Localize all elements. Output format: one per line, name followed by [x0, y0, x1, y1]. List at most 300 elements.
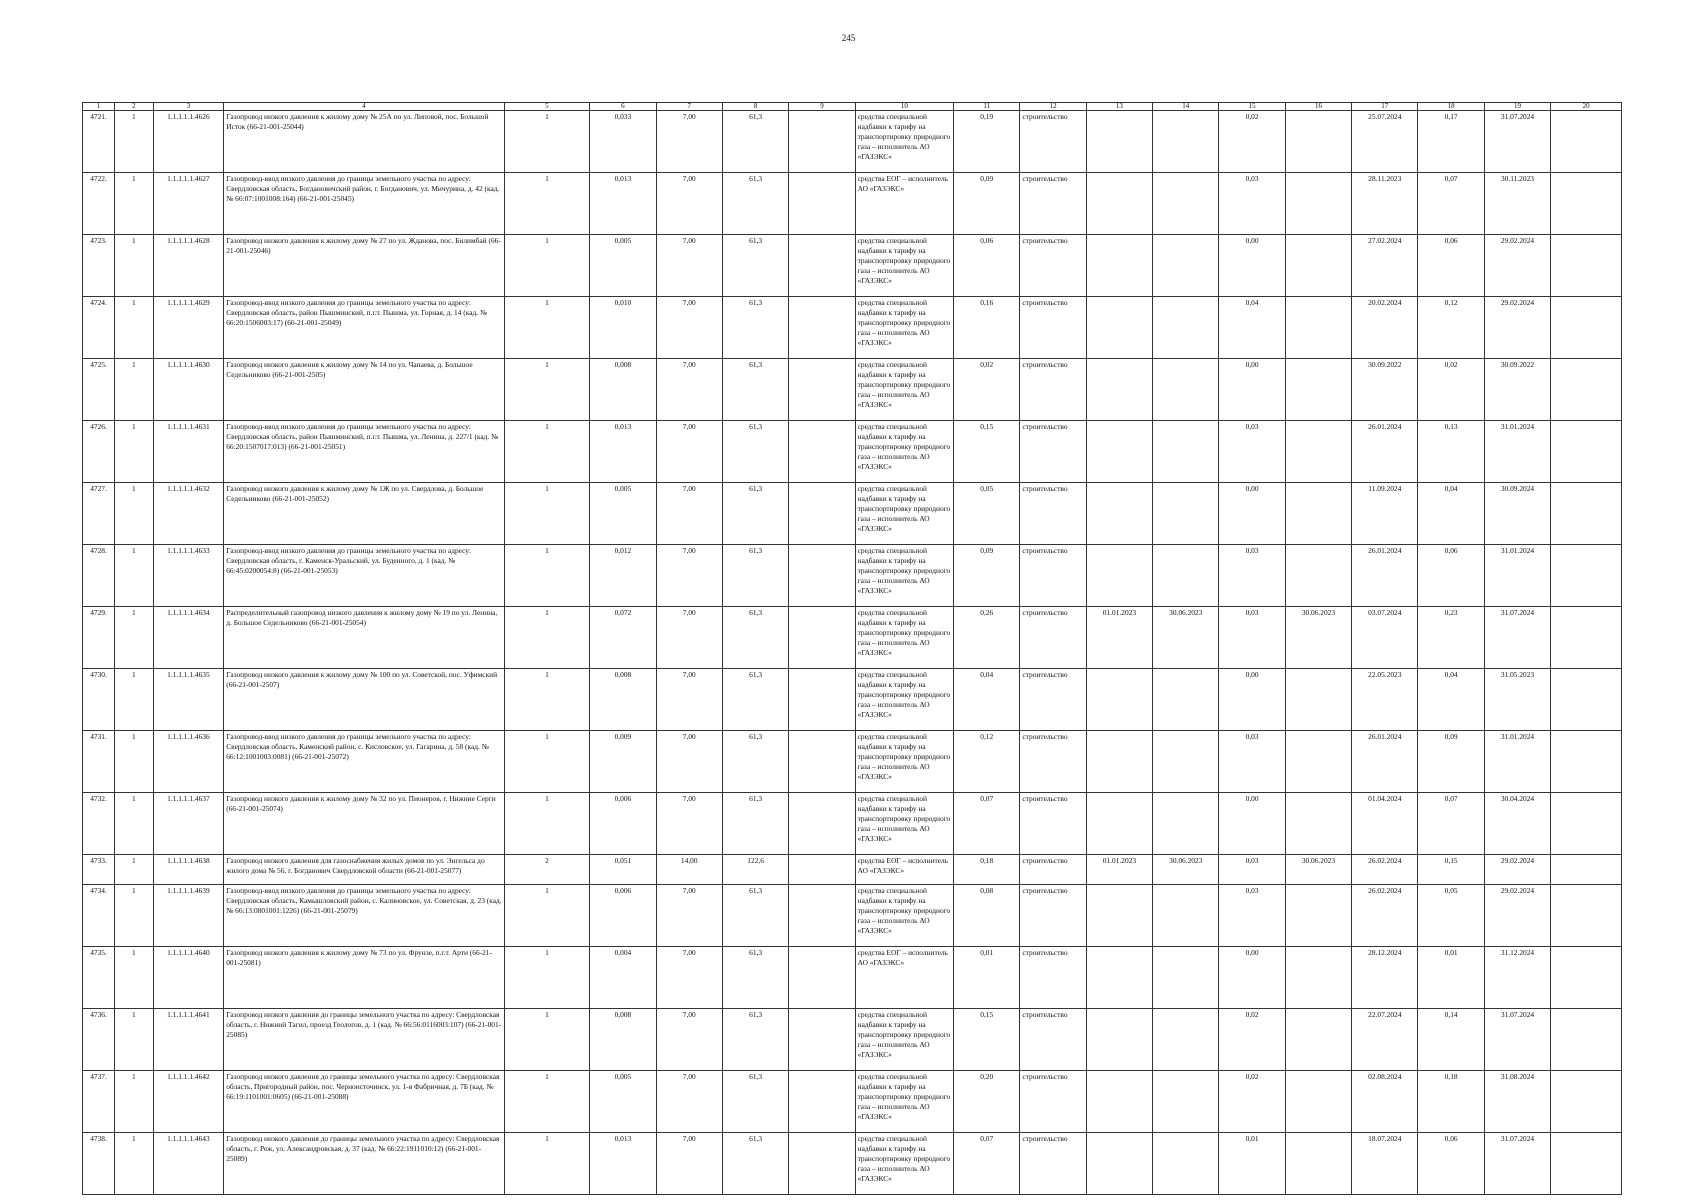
cell-funding-source: средства специальной надбавки к тарифу на транспортировку природного газа – исполнитель АО «ГАЗЭКС» [855, 607, 953, 669]
cell-date-16 [1285, 545, 1351, 607]
cell-funding-source: средства специальной надбавки к тарифу на транспортировку природного газа – исполнитель АО «ГАЗЭКС» [855, 885, 953, 947]
cell-cost-value: 0,07 [954, 793, 1020, 855]
cell-length-value: 0,051 [590, 855, 656, 885]
column-header-12: 12 [1020, 103, 1086, 111]
cell-value-9 [789, 855, 855, 885]
column-number-header-row [83, 103, 1622, 111]
cell-group-code: 1 [115, 235, 154, 297]
cell-funding-source: средства специальной надбавки к тарифу на транспортировку природного газа – исполнитель АО «ГАЗЭКС» [855, 1071, 953, 1133]
cell-date-16 [1285, 1009, 1351, 1071]
cell-group-code: 1 [115, 885, 154, 947]
cell-date-17: 01.04.2024 [1352, 793, 1418, 855]
cell-value-9 [789, 885, 855, 947]
cell-date-17: 03.07.2024 [1352, 607, 1418, 669]
cell-value-18: 0,02 [1418, 359, 1484, 421]
cell-length-value: 0,010 [590, 297, 656, 359]
cell-work-type: строительство [1020, 235, 1086, 297]
cell-cost-value: 0,06 [954, 235, 1020, 297]
cell-date-16 [1285, 885, 1351, 947]
cell-value-18: 0,01 [1418, 947, 1484, 1009]
cell-row-number: 4726. [83, 421, 115, 483]
cell-project-code: 1.1.1.1.1.4637 [153, 793, 224, 855]
cell-project-name: Газопровод низкого давления до границы земельного участка по адресу: Свердловская область, г. Реж, ул. Александровская, д. 37 (кад. № 66:22:1911010:12) (66-21-001-25089) [224, 1133, 504, 1195]
cell-value-20 [1551, 297, 1622, 359]
table-row [83, 173, 1622, 235]
cell-project-code: 1.1.1.1.1.4628 [153, 235, 224, 297]
cell-value-7: 7,00 [656, 947, 722, 1009]
cell-row-number: 4723. [83, 235, 115, 297]
cell-project-name: Газопровод низкого давления к жилому дому № 100 по ул. Советской, пос. Уфимский (66-21-001-2507) [224, 669, 504, 731]
cell-date-19: 29.02.2024 [1484, 297, 1550, 359]
cell-quantity: 1 [504, 235, 590, 297]
cell-length-value: 0,072 [590, 607, 656, 669]
cell-value-7: 7,00 [656, 421, 722, 483]
cell-end-date [1153, 1071, 1219, 1133]
cell-value-20 [1551, 359, 1622, 421]
cell-row-number: 4735. [83, 947, 115, 1009]
cell-length-value: 0,009 [590, 731, 656, 793]
table-row [83, 1133, 1622, 1195]
cell-length-value: 0,005 [590, 483, 656, 545]
cell-date-17: 28.11.2023 [1352, 173, 1418, 235]
cell-value-7: 7,00 [656, 731, 722, 793]
cell-value-15: 0,00 [1219, 235, 1285, 297]
cell-value-7: 7,00 [656, 235, 722, 297]
cell-start-date [1086, 545, 1152, 607]
cell-date-17: 11.09.2024 [1352, 483, 1418, 545]
cell-value-8: 61,3 [722, 1133, 788, 1195]
cell-value-15: 0,03 [1219, 545, 1285, 607]
cell-end-date: 30.06.2023 [1153, 855, 1219, 885]
cell-date-17: 20.02.2024 [1352, 297, 1418, 359]
cell-value-9 [789, 297, 855, 359]
cell-end-date [1153, 731, 1219, 793]
cell-date-17: 22.05.2023 [1352, 669, 1418, 731]
table-row [83, 793, 1622, 855]
cell-start-date [1086, 359, 1152, 421]
cell-funding-source: средства специальной надбавки к тарифу на транспортировку природного газа – исполнитель АО «ГАЗЭКС» [855, 731, 953, 793]
cell-value-18: 0,04 [1418, 669, 1484, 731]
table-row [83, 421, 1622, 483]
cell-project-code: 1.1.1.1.1.4639 [153, 885, 224, 947]
cell-work-type: строительство [1020, 1133, 1086, 1195]
cell-value-15: 0,03 [1219, 885, 1285, 947]
cell-value-18: 0,13 [1418, 421, 1484, 483]
cell-quantity: 1 [504, 1009, 590, 1071]
table-row [83, 545, 1622, 607]
cell-project-name: Газопровод низкого давления для газоснабжения жилых домов по ул. Энгельса до жилого дома № 56, г. Богданович Свердловской области (66-21-001-25077) [224, 855, 504, 885]
cell-row-number: 4734. [83, 885, 115, 947]
cell-funding-source: средства специальной надбавки к тарифу на транспортировку природного газа – исполнитель АО «ГАЗЭКС» [855, 545, 953, 607]
cell-value-15: 0,02 [1219, 111, 1285, 173]
cell-funding-source: средства специальной надбавки к тарифу на транспортировку природного газа – исполнитель АО «ГАЗЭКС» [855, 793, 953, 855]
cell-group-code: 1 [115, 483, 154, 545]
cell-group-code: 1 [115, 793, 154, 855]
cell-row-number: 4738. [83, 1133, 115, 1195]
cell-cost-value: 0,02 [954, 359, 1020, 421]
cell-length-value: 0,006 [590, 885, 656, 947]
cell-project-code: 1.1.1.1.1.4631 [153, 421, 224, 483]
cell-quantity: 1 [504, 1133, 590, 1195]
cell-cost-value: 0,08 [954, 885, 1020, 947]
table-row [83, 855, 1622, 885]
cell-length-value: 0,008 [590, 359, 656, 421]
cell-project-code: 1.1.1.1.1.4629 [153, 297, 224, 359]
cell-end-date: 30.06.2023 [1153, 607, 1219, 669]
cell-value-18: 0,14 [1418, 1009, 1484, 1071]
column-header-4: 4 [224, 103, 504, 111]
cell-project-code: 1.1.1.1.1.4630 [153, 359, 224, 421]
cell-group-code: 1 [115, 545, 154, 607]
cell-group-code: 1 [115, 1009, 154, 1071]
column-header-3: 3 [153, 103, 224, 111]
cell-work-type: строительство [1020, 359, 1086, 421]
cell-value-15: 0,02 [1219, 1071, 1285, 1133]
cell-quantity: 1 [504, 793, 590, 855]
table-row [83, 235, 1622, 297]
cell-value-15: 0,03 [1219, 173, 1285, 235]
cell-value-18: 0,12 [1418, 297, 1484, 359]
cell-value-15: 0,03 [1219, 731, 1285, 793]
cell-value-9 [789, 545, 855, 607]
table-row [83, 297, 1622, 359]
cell-value-15: 0,03 [1219, 855, 1285, 885]
cell-row-number: 4731. [83, 731, 115, 793]
cell-cost-value: 0,09 [954, 173, 1020, 235]
cell-quantity: 1 [504, 669, 590, 731]
cell-value-18: 0,23 [1418, 607, 1484, 669]
cell-value-8: 61,3 [722, 235, 788, 297]
cell-length-value: 0,033 [590, 111, 656, 173]
cell-project-name: Газопровод низкого давления к жилому дому № 73 по ул. Фрунзе, п.г.т. Арти (66-21-001-25081) [224, 947, 504, 1009]
cell-work-type: строительство [1020, 855, 1086, 885]
cell-project-name: Распределительный газопровод низкого давления к жилому дому № 19 по ул. Ленина, д. Большое Седельниково (66-21-001-25054) [224, 607, 504, 669]
cell-value-9 [789, 1071, 855, 1133]
cell-project-code: 1.1.1.1.1.4643 [153, 1133, 224, 1195]
cell-row-number: 4737. [83, 1071, 115, 1133]
column-header-20: 20 [1551, 103, 1622, 111]
cell-quantity: 2 [504, 855, 590, 885]
cell-value-7: 7,00 [656, 885, 722, 947]
cell-value-7: 7,00 [656, 173, 722, 235]
cell-end-date [1153, 1009, 1219, 1071]
cell-project-name: Газопровод-ввод низкого давления до границы земельного участка по адресу: Свердловская область, Каменский район, с. Кисловское, ул. Гагарина, д. 58 (кад. № 66:12:1001003:0081) (66-21-001-25072) [224, 731, 504, 793]
cell-value-20 [1551, 947, 1622, 1009]
column-header-17: 17 [1352, 103, 1418, 111]
cell-value-9 [789, 1009, 855, 1071]
cell-date-17: 18.07.2024 [1352, 1133, 1418, 1195]
column-header-1: 1 [83, 103, 115, 111]
cell-value-9 [789, 111, 855, 173]
cell-group-code: 1 [115, 297, 154, 359]
cell-date-16 [1285, 731, 1351, 793]
cell-start-date [1086, 947, 1152, 1009]
cell-value-20 [1551, 793, 1622, 855]
cell-project-name: Газопровод-ввод низкого давления до границы земельного участка по адресу: Свердловская область, г. Каменск-Уральский, ул. Буденного, д. 1 (кад. № 66:45:0200054:8) (66-21-001-25053) [224, 545, 504, 607]
cell-value-15: 0,03 [1219, 607, 1285, 669]
cell-value-8: 61,3 [722, 545, 788, 607]
cell-start-date [1086, 111, 1152, 173]
cell-project-name: Газопровод низкого давления к жилому дому № 14 по ул. Чапаева, д. Большое Седельниково (66-21-001-2505) [224, 359, 504, 421]
cell-value-18: 0,06 [1418, 1133, 1484, 1195]
cell-value-8: 61,3 [722, 885, 788, 947]
cell-group-code: 1 [115, 421, 154, 483]
cell-row-number: 4730. [83, 669, 115, 731]
cell-group-code: 1 [115, 947, 154, 1009]
cell-date-16 [1285, 793, 1351, 855]
cell-project-name: Газопровод-ввод низкого давления до границы земельного участка по адресу: Свердловская область, район Пышминский, п.г.т. Пышма, ул. Ленина, д. 227/1 (кад. № 66:20:1507017:013) (66-21-001-25051) [224, 421, 504, 483]
cell-funding-source: средства специальной надбавки к тарифу на транспортировку природного газа – исполнитель АО «ГАЗЭКС» [855, 421, 953, 483]
table-row [83, 885, 1622, 947]
cell-cost-value: 0,18 [954, 855, 1020, 885]
cell-value-15: 0,00 [1219, 947, 1285, 1009]
column-header-2: 2 [115, 103, 154, 111]
cell-row-number: 4728. [83, 545, 115, 607]
cell-value-7: 7,00 [656, 1133, 722, 1195]
cell-work-type: строительство [1020, 731, 1086, 793]
cell-funding-source: средства специальной надбавки к тарифу на транспортировку природного газа – исполнитель АО «ГАЗЭКС» [855, 1009, 953, 1071]
cell-group-code: 1 [115, 1133, 154, 1195]
cell-value-7: 7,00 [656, 1009, 722, 1071]
cell-value-8: 61,3 [722, 483, 788, 545]
cell-start-date [1086, 1009, 1152, 1071]
cell-end-date [1153, 111, 1219, 173]
cell-start-date [1086, 297, 1152, 359]
cell-date-19: 31.08.2024 [1484, 1071, 1550, 1133]
cell-work-type: строительство [1020, 1009, 1086, 1071]
cell-project-code: 1.1.1.1.1.4627 [153, 173, 224, 235]
cell-group-code: 1 [115, 173, 154, 235]
cell-date-19: 31.01.2024 [1484, 545, 1550, 607]
cell-cost-value: 0,20 [954, 1071, 1020, 1133]
cell-value-8: 61,3 [722, 793, 788, 855]
cell-length-value: 0,005 [590, 1071, 656, 1133]
cell-row-number: 4724. [83, 297, 115, 359]
cell-cost-value: 0,09 [954, 545, 1020, 607]
cell-value-15: 0,00 [1219, 483, 1285, 545]
cell-date-17: 26.01.2024 [1352, 731, 1418, 793]
cell-length-value: 0,004 [590, 947, 656, 1009]
cell-row-number: 4736. [83, 1009, 115, 1071]
table-row [83, 1071, 1622, 1133]
cell-date-19: 31.07.2024 [1484, 607, 1550, 669]
cell-project-code: 1.1.1.1.1.4642 [153, 1071, 224, 1133]
cell-value-7: 7,00 [656, 111, 722, 173]
cell-work-type: строительство [1020, 947, 1086, 1009]
table-row [83, 669, 1622, 731]
table-row [83, 359, 1622, 421]
cell-date-16 [1285, 421, 1351, 483]
cell-value-8: 61,3 [722, 1071, 788, 1133]
cell-start-date [1086, 885, 1152, 947]
cell-value-20 [1551, 1071, 1622, 1133]
table-row [83, 483, 1622, 545]
cell-value-8: 61,3 [722, 421, 788, 483]
cell-date-19: 31.01.2024 [1484, 731, 1550, 793]
cell-value-9 [789, 793, 855, 855]
table-row [83, 111, 1622, 173]
cell-value-9 [789, 235, 855, 297]
cell-date-16: 30.06.2023 [1285, 855, 1351, 885]
cell-value-18: 0,05 [1418, 885, 1484, 947]
cell-date-19: 31.07.2024 [1484, 111, 1550, 173]
cell-value-20 [1551, 545, 1622, 607]
cell-funding-source: средства ЕОГ – исполнитель АО «ГАЗЭКС» [855, 947, 953, 1009]
cell-value-8: 61,3 [722, 359, 788, 421]
cell-date-17: 02.08.2024 [1352, 1071, 1418, 1133]
cell-date-19: 29.02.2024 [1484, 855, 1550, 885]
cell-length-value: 0,012 [590, 545, 656, 607]
column-header-8: 8 [722, 103, 788, 111]
column-header-16: 16 [1285, 103, 1351, 111]
cell-work-type: строительство [1020, 607, 1086, 669]
cell-cost-value: 0,19 [954, 111, 1020, 173]
cell-funding-source: средства специальной надбавки к тарифу на транспортировку природного газа – исполнитель АО «ГАЗЭКС» [855, 669, 953, 731]
cell-value-8: 61,3 [722, 669, 788, 731]
cell-date-16 [1285, 359, 1351, 421]
cell-project-name: Газопровод-ввод низкого давления до границы земельного участка по адресу: Свердловская область, Богдановичский район, г. Богданович, ул. Мичурина, д. 42 (кад. № 66:07:1001008:164) (66-21-001-25045) [224, 173, 504, 235]
cell-value-8: 61,3 [722, 607, 788, 669]
cell-value-15: 0,04 [1219, 297, 1285, 359]
cell-project-name: Газопровод низкого давления к жилому дому № 1Ж по ул. Свердлова, д. Большое Седельниково (66-21-001-25052) [224, 483, 504, 545]
table-row [83, 1009, 1622, 1071]
cell-project-code: 1.1.1.1.1.4626 [153, 111, 224, 173]
cell-value-20 [1551, 483, 1622, 545]
cell-value-7: 7,00 [656, 359, 722, 421]
cell-value-18: 0,06 [1418, 545, 1484, 607]
cell-value-18: 0,04 [1418, 483, 1484, 545]
cell-project-name: Газопровод-ввод низкого давления до границы земельного участка по адресу: Свердловская область, Камышловский район, с. Калиновское, ул. Советская, д. 23 (кад. № 66:13:0801001:1226) (66-21-001-25079) [224, 885, 504, 947]
cell-value-9 [789, 483, 855, 545]
cell-work-type: строительство [1020, 669, 1086, 731]
cell-work-type: строительство [1020, 297, 1086, 359]
cell-cost-value: 0,26 [954, 607, 1020, 669]
cell-value-7: 14,00 [656, 855, 722, 885]
cell-date-19: 29.02.2024 [1484, 885, 1550, 947]
column-header-11: 11 [954, 103, 1020, 111]
cell-start-date [1086, 173, 1152, 235]
cell-project-code: 1.1.1.1.1.4635 [153, 669, 224, 731]
cell-end-date [1153, 421, 1219, 483]
cell-value-8: 122,6 [722, 855, 788, 885]
cell-group-code: 1 [115, 607, 154, 669]
cell-value-20 [1551, 669, 1622, 731]
cell-date-17: 26.02.2024 [1352, 855, 1418, 885]
cell-value-18: 0,06 [1418, 235, 1484, 297]
cell-date-16 [1285, 947, 1351, 1009]
cell-value-15: 0,02 [1219, 1009, 1285, 1071]
cell-project-code: 1.1.1.1.1.4641 [153, 1009, 224, 1071]
cell-value-20 [1551, 1133, 1622, 1195]
cell-funding-source: средства ЕОГ – исполнитель АО «ГАЗЭКС» [855, 173, 953, 235]
cell-start-date [1086, 1071, 1152, 1133]
cell-quantity: 1 [504, 297, 590, 359]
cell-cost-value: 0,01 [954, 947, 1020, 1009]
cell-cost-value: 0,15 [954, 421, 1020, 483]
cell-group-code: 1 [115, 1071, 154, 1133]
cell-value-7: 7,00 [656, 1071, 722, 1133]
cell-value-20 [1551, 731, 1622, 793]
cell-quantity: 1 [504, 731, 590, 793]
cell-value-7: 7,00 [656, 483, 722, 545]
cell-project-code: 1.1.1.1.1.4634 [153, 607, 224, 669]
cell-start-date [1086, 669, 1152, 731]
cell-date-19: 31.01.2024 [1484, 421, 1550, 483]
cell-quantity: 1 [504, 359, 590, 421]
column-header-18: 18 [1418, 103, 1484, 111]
cell-quantity: 1 [504, 173, 590, 235]
cell-row-number: 4732. [83, 793, 115, 855]
cell-work-type: строительство [1020, 885, 1086, 947]
cell-value-7: 7,00 [656, 669, 722, 731]
cell-value-9 [789, 731, 855, 793]
cell-value-18: 0,07 [1418, 793, 1484, 855]
cell-start-date [1086, 1133, 1152, 1195]
cell-value-18: 0,09 [1418, 731, 1484, 793]
cell-group-code: 1 [115, 669, 154, 731]
cell-row-number: 4729. [83, 607, 115, 669]
column-header-6: 6 [590, 103, 656, 111]
cell-group-code: 1 [115, 359, 154, 421]
cell-project-name: Газопровод низкого давления до границы земельного участка по адресу: Свердловская область, г. Нижний Тагил, проезд Геологов, д. 1 (кад. № 66:56:0116003:107) (66-21-001-25085) [224, 1009, 504, 1071]
cell-project-code: 1.1.1.1.1.4632 [153, 483, 224, 545]
cell-date-16 [1285, 1071, 1351, 1133]
cell-date-17: 26.01.2024 [1352, 421, 1418, 483]
cell-value-7: 7,00 [656, 297, 722, 359]
column-header-13: 13 [1086, 103, 1152, 111]
cell-work-type: строительство [1020, 173, 1086, 235]
cell-funding-source: средства специальной надбавки к тарифу на транспортировку природного газа – исполнитель АО «ГАЗЭКС» [855, 359, 953, 421]
cell-end-date [1153, 545, 1219, 607]
cell-value-8: 61,3 [722, 947, 788, 1009]
cell-value-8: 61,3 [722, 731, 788, 793]
cell-date-16 [1285, 1133, 1351, 1195]
cell-date-16 [1285, 111, 1351, 173]
cell-project-name: Газопровод низкого давления к жилому дому № 27 по ул. Жданова, пос. Билимбай (66-21-001-25046) [224, 235, 504, 297]
table-body [83, 111, 1622, 1195]
cell-date-16 [1285, 483, 1351, 545]
cell-work-type: строительство [1020, 111, 1086, 173]
cell-row-number: 4722. [83, 173, 115, 235]
column-header-5: 5 [504, 103, 590, 111]
cell-date-16 [1285, 297, 1351, 359]
column-header-9: 9 [789, 103, 855, 111]
cell-value-8: 61,3 [722, 1009, 788, 1071]
cell-quantity: 1 [504, 885, 590, 947]
cell-date-19: 30.04.2024 [1484, 793, 1550, 855]
cell-funding-source: средства специальной надбавки к тарифу на транспортировку природного газа – исполнитель АО «ГАЗЭКС» [855, 483, 953, 545]
cell-date-19: 29.02.2024 [1484, 235, 1550, 297]
document-table-wrapper [82, 102, 1622, 1195]
cell-length-value: 0,013 [590, 173, 656, 235]
table-row [83, 947, 1622, 1009]
column-header-10: 10 [855, 103, 953, 111]
cell-length-value: 0,005 [590, 235, 656, 297]
cell-value-15: 0,00 [1219, 359, 1285, 421]
cell-cost-value: 0,07 [954, 1133, 1020, 1195]
cell-value-20 [1551, 607, 1622, 669]
cell-project-code: 1.1.1.1.1.4640 [153, 947, 224, 1009]
cell-value-18: 0,07 [1418, 173, 1484, 235]
cell-value-15: 0,03 [1219, 421, 1285, 483]
cell-funding-source: средства специальной надбавки к тарифу на транспортировку природного газа – исполнитель АО «ГАЗЭКС» [855, 111, 953, 173]
table-row [83, 731, 1622, 793]
cell-funding-source: средства ЕОГ – исполнитель АО «ГАЗЭКС» [855, 855, 953, 885]
cell-group-code: 1 [115, 731, 154, 793]
cell-project-name: Газопровод низкого давления к жилому дому № 32 по ул. Пионеров, г. Нижние Серги (66-21-001-25074) [224, 793, 504, 855]
cell-value-15: 0,00 [1219, 669, 1285, 731]
column-header-19: 19 [1484, 103, 1550, 111]
